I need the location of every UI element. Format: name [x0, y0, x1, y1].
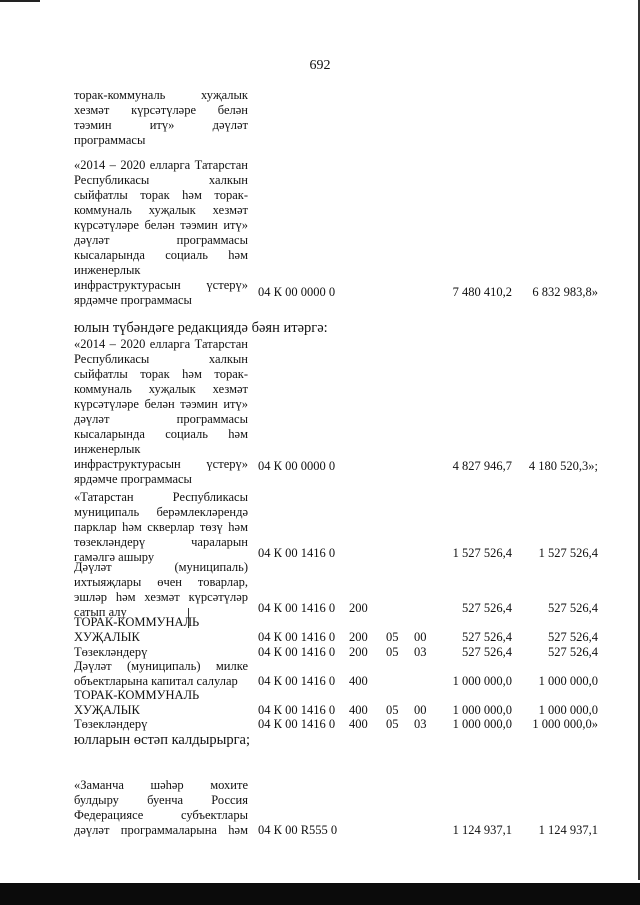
description-line: төзекләндерү чараларын — [74, 535, 248, 549]
description-line: инженерлык — [74, 263, 141, 277]
amount-year-2: 1 000 000,0» — [532, 717, 598, 731]
edit-instruction-replace: юлын түбәндәге редакциядә бәян итәргә: — [74, 320, 328, 336]
description-line: инженерлык — [74, 442, 141, 456]
description-line: муниципаль берәмлекләрендә — [74, 505, 248, 519]
description-line: инфраструктурасын үстерү» — [74, 457, 248, 471]
description-line: коммуналь хуҗалык хезмәт — [74, 382, 248, 396]
amount-year-1: 1 000 000,0 — [452, 717, 512, 731]
description-line: «2014 – 2020 елларга Татарстан — [74, 337, 248, 351]
scan-bottom-bar — [0, 883, 640, 905]
target-article-code: 04 К 00 1416 0 — [258, 601, 336, 615]
amount-year-2: 1 124 937,1 — [538, 823, 598, 837]
description-line: Республикасы халкын — [74, 352, 248, 366]
target-article-code: 04 К 00 R555 0 — [258, 823, 338, 837]
expense-type-code: 200 — [349, 630, 368, 644]
row-description — [74, 688, 248, 718]
description-line: программасы — [74, 133, 146, 147]
description-line: «Заманча шәһәр мохите — [74, 778, 248, 792]
description-line: «Татарстан Республикасы — [74, 490, 248, 504]
target-article-code: 04 К 00 1416 0 — [258, 703, 336, 717]
row-description — [74, 88, 248, 148]
description-line: тәэмин итү» дәүләт — [74, 118, 248, 132]
amount-year-1: 7 480 410,2 — [452, 285, 512, 299]
description-line: торак-коммуналь хуҗалык — [74, 88, 248, 102]
target-article-code: 04 К 00 0000 0 — [258, 459, 336, 473]
subsection-code: 00 — [414, 703, 427, 717]
amount-year-2: 527 526,4 — [548, 601, 598, 615]
description-line: дәүләт программасы — [74, 233, 248, 247]
row-description — [74, 645, 248, 660]
row-description — [74, 717, 248, 732]
description-line: ХУҖАЛЫК — [74, 703, 140, 717]
description-line: булдыру буенча Россия — [74, 793, 248, 807]
description-line: дәүләт программасы — [74, 412, 248, 426]
description-line: кысаларында социаль һәм — [74, 248, 248, 262]
expense-type-code: 400 — [349, 674, 368, 688]
description-line: ярдәмче программасы — [74, 472, 192, 486]
amount-year-2: 4 180 520,3»; — [528, 459, 598, 473]
amount-year-1: 4 827 946,7 — [452, 459, 512, 473]
description-line: күрсәтүләре белән тәэмин итү» — [74, 397, 248, 411]
description-line: Федерациясе субъектлары — [74, 808, 248, 822]
expense-type-code: 400 — [349, 717, 368, 731]
description-line: ихтыяҗлары өчен товарлар, — [74, 575, 248, 589]
description-line: парклар һәм скверлар төзү һәм — [74, 520, 248, 534]
section-code: 05 — [386, 630, 399, 644]
amount-year-1: 527 526,4 — [462, 645, 512, 659]
target-article-code: 04 К 00 0000 0 — [258, 285, 336, 299]
row-description — [74, 337, 248, 487]
section-code: 05 — [386, 703, 399, 717]
amount-year-2: 527 526,4 — [548, 630, 598, 644]
amount-year-2: 1 000 000,0 — [538, 703, 598, 717]
description-line: кысаларында социаль һәм — [74, 427, 248, 441]
description-line: сыйфатлы торак һәм торак- — [74, 188, 248, 202]
amount-year-2: 1 000 000,0 — [538, 674, 598, 688]
target-article-code: 04 К 00 1416 0 — [258, 630, 336, 644]
section-code: 05 — [386, 717, 399, 731]
amount-year-1: 527 526,4 — [462, 601, 512, 615]
description-line: Дәүләт (муниципаль) милке — [74, 659, 248, 673]
amount-year-1: 1 527 526,4 — [452, 546, 512, 560]
target-article-code: 04 К 00 1416 0 — [258, 546, 336, 560]
target-article-code: 04 К 00 1416 0 — [258, 674, 336, 688]
description-line: объектларына капитал салулар — [74, 674, 238, 688]
description-line: Республикасы халкын — [74, 173, 248, 187]
description-line: ХУҖАЛЫК — [74, 630, 140, 644]
row-description — [74, 778, 248, 838]
page-number: 692 — [309, 58, 331, 73]
subsection-code: 03 — [414, 717, 427, 731]
amount-year-1: 527 526,4 — [462, 630, 512, 644]
description-line: Төзекләндерү — [74, 645, 148, 659]
target-article-code: 04 К 00 1416 0 — [258, 717, 336, 731]
description-line: Дәүләт (муниципаль) — [74, 560, 248, 574]
expense-type-code: 400 — [349, 703, 368, 717]
expense-type-code: 200 — [349, 645, 368, 659]
description-line: «2014 – 2020 елларга Татарстан — [74, 158, 248, 172]
description-line: дәүләт программаларына һәм — [74, 823, 248, 837]
description-line: ТОРАК-КОММУНАЛЬ — [74, 615, 200, 629]
amount-year-1: 1 000 000,0 — [452, 703, 512, 717]
description-line: сатып алу — [74, 605, 127, 619]
description-line: ТОРАК-КОММУНАЛЬ — [74, 688, 200, 702]
description-line: коммуналь хуҗалык хезмәт — [74, 203, 248, 217]
subsection-code: 00 — [414, 630, 427, 644]
row-description — [74, 490, 248, 565]
description-line: ярдәмче программасы — [74, 293, 192, 307]
amount-year-2: 6 832 983,8» — [532, 285, 598, 299]
description-line: эшләр һәм хезмәт күрсәтүләр — [74, 590, 248, 604]
row-description — [74, 615, 248, 645]
description-line: күрсәтүләре белән тәэмин итү» — [74, 218, 248, 232]
description-line: Төзекләндерү — [74, 717, 148, 731]
amount-year-1: 1 000 000,0 — [452, 674, 512, 688]
scan-top-rule — [0, 0, 40, 2]
amount-year-1: 1 124 937,1 — [452, 823, 512, 837]
expense-type-code: 200 — [349, 601, 368, 615]
row-description — [74, 659, 248, 689]
edit-instruction-add: юлларын өстәп калдырырга; — [74, 732, 250, 748]
description-line: сыйфатлы торак һәм торак- — [74, 367, 248, 381]
description-line: гамәлгә ашыру — [74, 550, 155, 564]
row-description — [74, 560, 248, 620]
description-line: хезмәт күрсәтүләре белән — [74, 103, 248, 117]
amount-year-2: 527 526,4 — [548, 645, 598, 659]
description-line: инфраструктурасын үстерү» — [74, 278, 248, 292]
target-article-code: 04 К 00 1416 0 — [258, 645, 336, 659]
row-description — [74, 158, 248, 308]
section-code: 05 — [386, 645, 399, 659]
amount-year-2: 1 527 526,4 — [538, 546, 598, 560]
subsection-code: 03 — [414, 645, 427, 659]
